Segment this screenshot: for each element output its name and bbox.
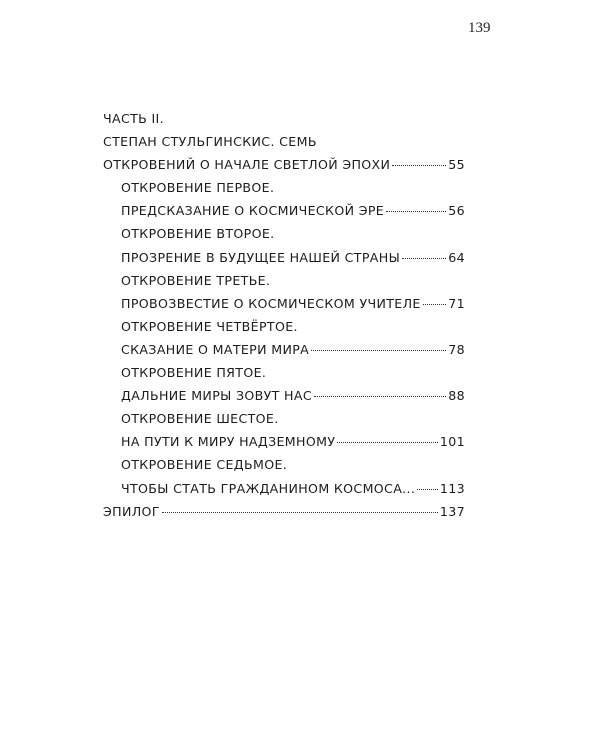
toc-entry-title: ОТКРОВЕНИЕ ШЕСТОЕ. xyxy=(121,411,279,427)
toc-entry-page: 56 xyxy=(448,203,465,219)
toc-entry xyxy=(103,246,465,269)
page-number: 139 xyxy=(468,20,491,36)
toc-entry xyxy=(103,407,465,430)
toc-entry-title: ДАЛЬНИЕ МИРЫ ЗОВУТ НАС xyxy=(121,388,312,404)
toc-entry-page: 113 xyxy=(439,480,465,496)
toc-entry-title: ОТКРОВЕНИЕ СЕДЬМОЕ. xyxy=(121,457,288,473)
toc-entry-title: НА ПУТИ К МИРУ НАДЗЕМНОМУ xyxy=(121,434,336,450)
dot-leader xyxy=(386,211,446,212)
dot-leader xyxy=(417,489,438,490)
toc-entry xyxy=(103,361,465,384)
toc-entry-title: ОТКРОВЕНИЕ ПЕРВОЕ. xyxy=(121,180,275,196)
toc-entry-page: 64 xyxy=(448,249,465,265)
toc-entry-page: 55 xyxy=(448,157,465,173)
toc-entry xyxy=(103,269,465,292)
dot-leader xyxy=(314,396,446,397)
toc-entry-title: СКАЗАНИЕ О МАТЕРИ МИРА xyxy=(121,341,310,357)
toc-entry-title: СТЕПАН СТУЛЬГИНСКИС. СЕМЬ xyxy=(103,134,317,150)
toc-entry-title: ПРОЗРЕНИЕ В БУДУЩЕЕ НАШЕЙ СТРАНЫ xyxy=(121,249,401,265)
toc-entry-page: 101 xyxy=(439,434,465,450)
toc-entry xyxy=(103,176,465,199)
toc-entry-title: ОТКРОВЕНИЕ ЧЕТВЁРТОЕ. xyxy=(121,318,298,334)
toc-entry xyxy=(103,338,465,361)
dot-leader xyxy=(162,512,438,513)
toc-entry-title: ЧАСТЬ II. xyxy=(103,111,164,126)
toc-entry xyxy=(103,199,465,222)
toc-entry xyxy=(103,292,465,315)
toc-entry-page: 78 xyxy=(448,341,465,357)
toc-entry xyxy=(103,453,465,476)
toc-entry xyxy=(103,430,465,453)
toc-entry-title: ЭПИЛОГ xyxy=(103,503,160,519)
toc-entry-title: ЧТОБЫ СТАТЬ ГРАЖДАНИНОМ КОСМОСА... xyxy=(121,480,416,496)
toc-entry-title: ОТКРОВЕНИЕ ТРЕТЬЕ. xyxy=(121,272,271,288)
toc-entry-title: ОТКРОВЕНИЙ О НАЧАЛЕ СВЕТЛОЙ ЭПОХИ xyxy=(103,157,391,173)
toc-entry xyxy=(103,384,465,407)
toc-entry xyxy=(103,222,465,245)
toc-entry-title: ПРОВОЗВЕСТИЕ О КОСМИЧЕСКОМ УЧИТЕЛЕ xyxy=(121,295,421,311)
toc-entry-title: ОТКРОВЕНИЕ ВТОРОЕ. xyxy=(121,226,275,242)
table-of-contents xyxy=(103,107,465,523)
dot-leader xyxy=(423,304,447,305)
dot-leader xyxy=(392,165,446,166)
toc-entry xyxy=(103,107,465,130)
dot-leader xyxy=(337,442,438,443)
toc-entry xyxy=(103,500,465,523)
toc-entry xyxy=(103,153,465,176)
dot-leader xyxy=(402,258,446,259)
toc-entry-page: 88 xyxy=(448,388,465,404)
toc-entry-page: 71 xyxy=(448,295,465,311)
toc-entry-title: ПРЕДСКАЗАНИЕ О КОСМИЧЕСКОЙ ЭРЕ xyxy=(121,203,385,219)
toc-entry-page: 137 xyxy=(439,503,465,519)
toc-entry xyxy=(103,477,465,500)
toc-entry-title: ОТКРОВЕНИЕ ПЯТОЕ. xyxy=(121,365,267,381)
toc-entry xyxy=(103,130,465,153)
toc-entry xyxy=(103,315,465,338)
dot-leader xyxy=(311,350,446,351)
